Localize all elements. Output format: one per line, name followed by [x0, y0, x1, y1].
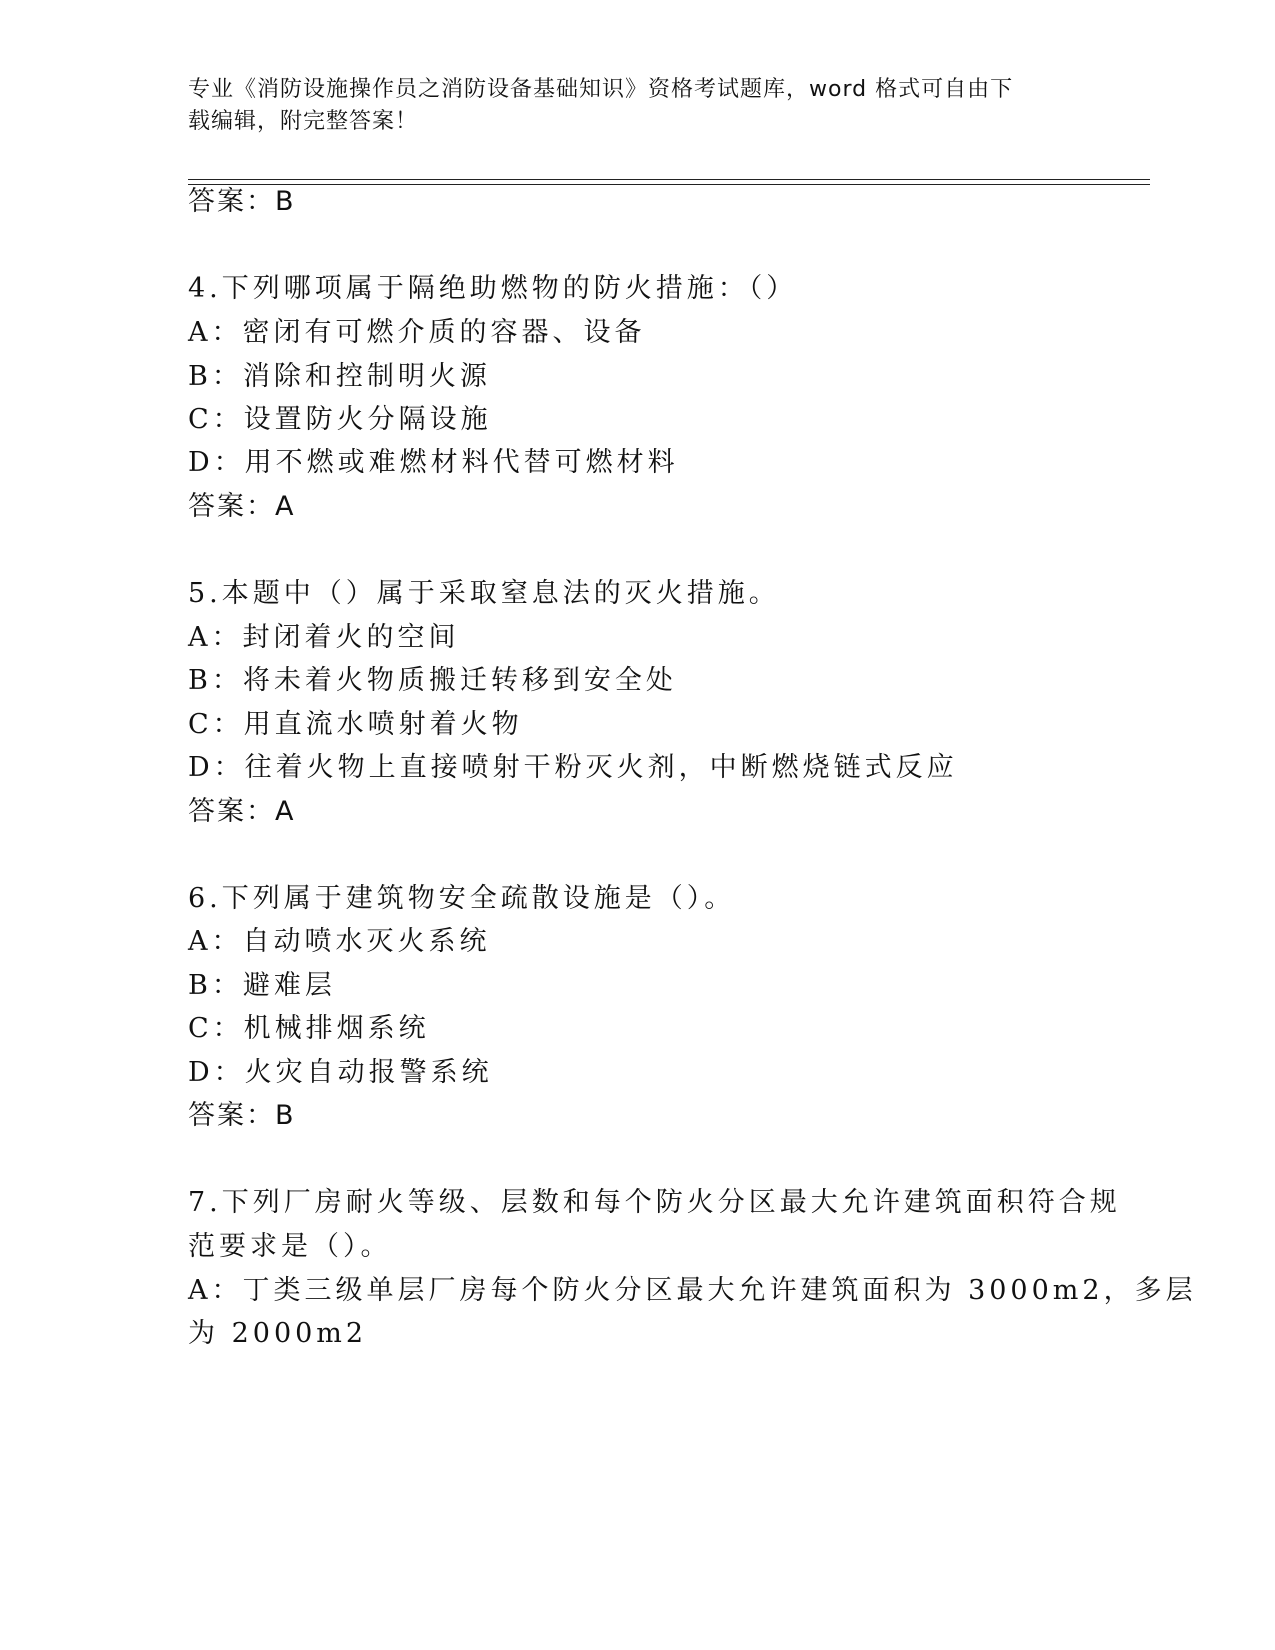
question-6-option-a: A：自动喷水灭火系统: [188, 926, 491, 957]
question-5-answer: 答案：A: [188, 796, 296, 827]
question-6-option-b: B：避难层: [188, 970, 336, 1001]
question-4-option-a: A：密闭有可燃介质的容器、设备: [188, 317, 646, 348]
question-6-option-d: D：火灾自动报警系统: [188, 1057, 493, 1088]
question-5-option-b: B：将未着火物质搬迁转移到安全处: [188, 665, 677, 696]
question-4-stem: 4.下列哪项属于隔绝助燃物的防火措施：（）: [188, 273, 798, 304]
question-5-stem: 5.本题中（）属于采取窒息法的灭火措施。: [188, 578, 780, 609]
header-divider-bottom: [188, 184, 1150, 185]
question-6-option-c: C：机械排烟系统: [188, 1013, 430, 1044]
question-7-option-a-line-1: A：丁类三级单层厂房每个防火分区最大允许建筑面积为 3000m2，多层: [188, 1275, 1197, 1306]
question-6-answer: 答案：B: [188, 1100, 296, 1131]
header-divider-top: [188, 179, 1150, 180]
question-4-answer: 答案：A: [188, 491, 296, 522]
question-7-option-a-line-2: 为 2000m2: [188, 1318, 368, 1349]
header-line-2: 载编辑，附完整答案！: [188, 109, 419, 134]
question-4-option-c: C：设置防火分隔设施: [188, 404, 492, 435]
question-6-stem: 6.下列属于建筑物安全疏散设施是（）。: [188, 883, 736, 914]
question-4-option-d: D：用不燃或难燃材料代替可燃材料: [188, 447, 679, 478]
previous-answer: 答案：B: [188, 186, 296, 217]
question-7-stem-line-1: 7.下列厂房耐火等级、层数和每个防火分区最大允许建筑面积符合规: [188, 1187, 1121, 1218]
question-7-stem-line-2: 范要求是（）。: [188, 1231, 392, 1262]
question-5-option-a: A：封闭着火的空间: [188, 622, 460, 653]
document-header: [188, 74, 1088, 138]
header-line-1: 专业《消防设施操作员之消防设备基础知识》资格考试题库，word 格式可自由下: [188, 77, 1014, 102]
question-5-option-c: C：用直流水喷射着火物: [188, 709, 523, 740]
question-5-option-d: D：往着火物上直接喷射干粉灭火剂，中断燃烧链式反应: [188, 752, 958, 783]
question-4-option-b: B：消除和控制明火源: [188, 361, 491, 392]
